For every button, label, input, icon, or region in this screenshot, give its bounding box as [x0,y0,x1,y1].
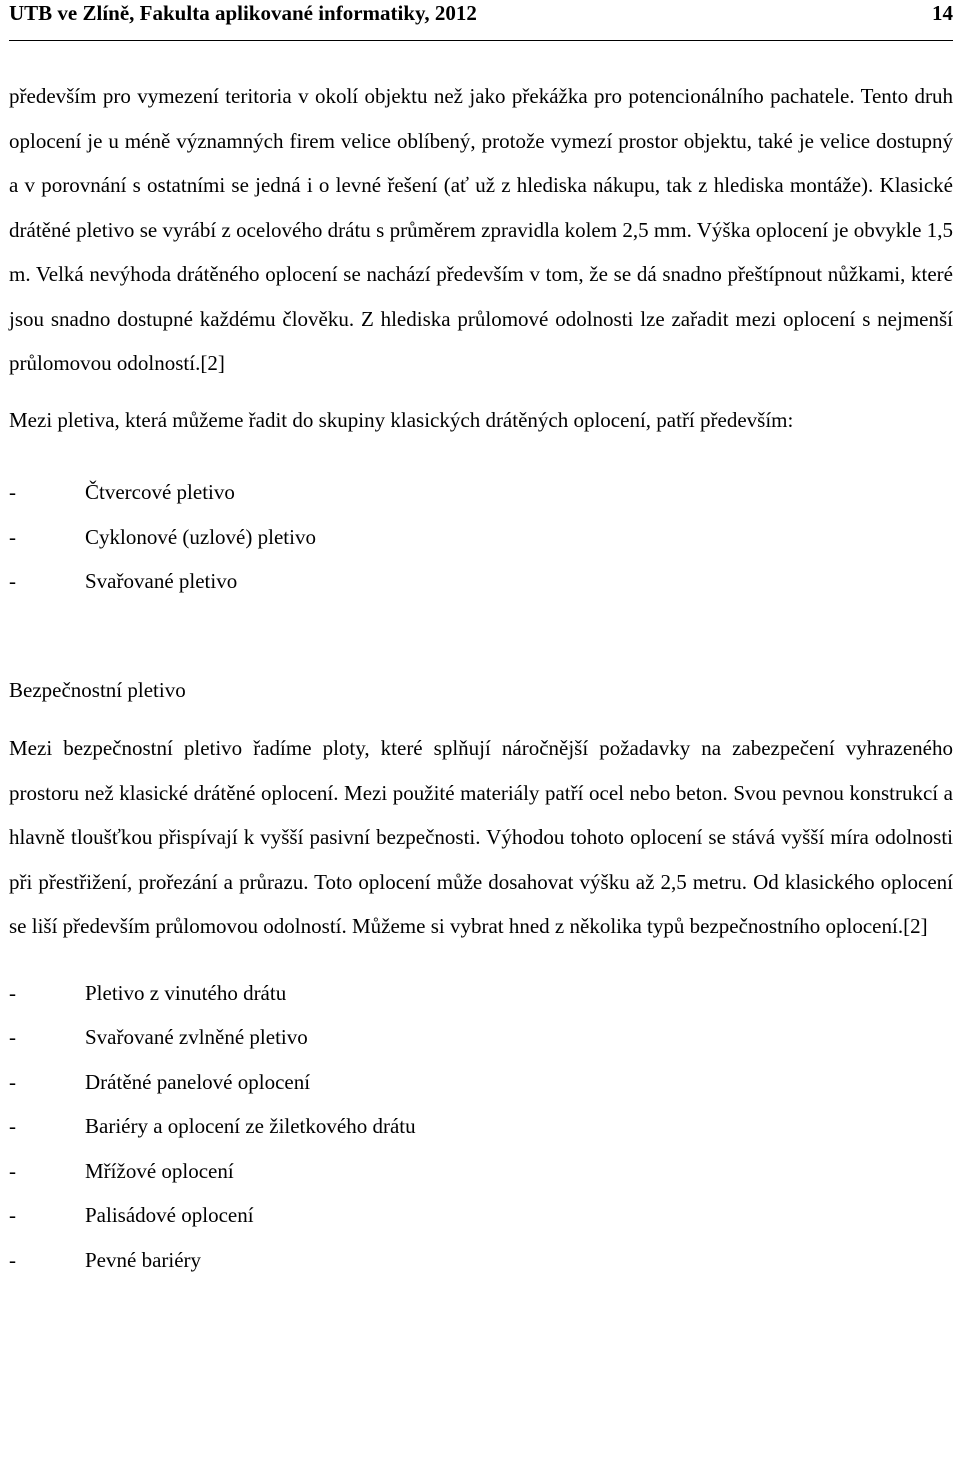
list-bullet: - [9,1158,16,1183]
list-item: - Mřížové oplocení [9,1149,953,1194]
document-page [9,0,953,1282]
paragraph-security-fence: Mezi bezpečnostní pletivo řadíme ploty, které splňují náročnější požadavky na zabezpečení vyhrazeného prostoru než klasické drátěné oplocení. Mezi použité materiály patří ocel nebo beton. Svou pevnou konstrukcí a hlavně tloušťkou přispívají k vyšší pasivní bezpečnosti. Výhodou tohoto oplocení se stává vyšší míra odolnosti při přestřižení, prořezání a průrazu. Toto oplocení může dosahovat výšku až 2,5 metru. Od klasického oplocení se liší především průlomovou odolností. Můžeme si vybrat hned z několika typů bezpečnostního oplocení.[2] [9,736,953,938]
list-bullet: - [9,480,16,504]
page-header [9,0,953,41]
list-bullet: - [9,1025,16,1049]
list-bullet: - [9,569,16,593]
list-item: - Čtvercové pletivo [9,470,953,515]
security-fence-list [9,971,953,1283]
list-bullet: - [9,1247,16,1272]
classic-fence-list [9,470,953,604]
list-bullet: - [9,980,16,1005]
list-item: - Drátěné panelové oplocení [9,1060,953,1105]
paragraph-wire-fence: především pro vymezení teritoria v okolí objektu než jako překážka pro potencionálního pachatele. Tento druh oplocení je u méně významných firem velice oblíbený, protože vymezí prostor objektu, také je velice dostupný a v porovnání s ostatními se jedná i o levné řešení (ať už z hlediska nákupu, tak z hlediska montáže). Klasické drátěné pletivo se vyrábí z ocelového drátu s průměrem zpravidla kolem 2,5 mm. Výška oplocení je obvykle 1,5 m. Velká nevýhoda drátěného oplocení se nachází především v tom, že se dá snadno přeštípnout nůžkami, které jsou snadno dostupné každému člověku. Z hlediska průlomové odolnosti lze zařadit mezi oplocení s nejmenší průlomovou odolností.[2] [9,84,953,375]
list-item: - Pletivo z vinutého drátu [9,971,953,1016]
list-bullet: - [9,1069,16,1094]
list-item: - Pevné bariéry [9,1238,953,1283]
list-item: - Bariéry a oplocení ze žiletkového drátu [9,1104,953,1149]
header-title: UTB ve Zlíně, Fakulta aplikované informatiky, 2012 [9,1,477,25]
list-item: - Cyklonové (uzlové) pletivo [9,515,953,560]
list-bullet: - [9,1203,16,1227]
list-bullet: - [9,524,16,549]
list-item: - Svařované pletivo [9,559,953,604]
list-item: - Svařované zvlněné pletivo [9,1015,953,1060]
list-bullet: - [9,1114,16,1138]
section-heading: Bezpečnostní pletivo [9,677,186,702]
list-item: - Palisádové oplocení [9,1193,953,1238]
paragraph-fence-types-intro: Mezi pletiva, která můžeme řadit do skupiny klasických drátěných oplocení, patří především: [9,407,794,432]
page-number: 14 [932,1,953,25]
